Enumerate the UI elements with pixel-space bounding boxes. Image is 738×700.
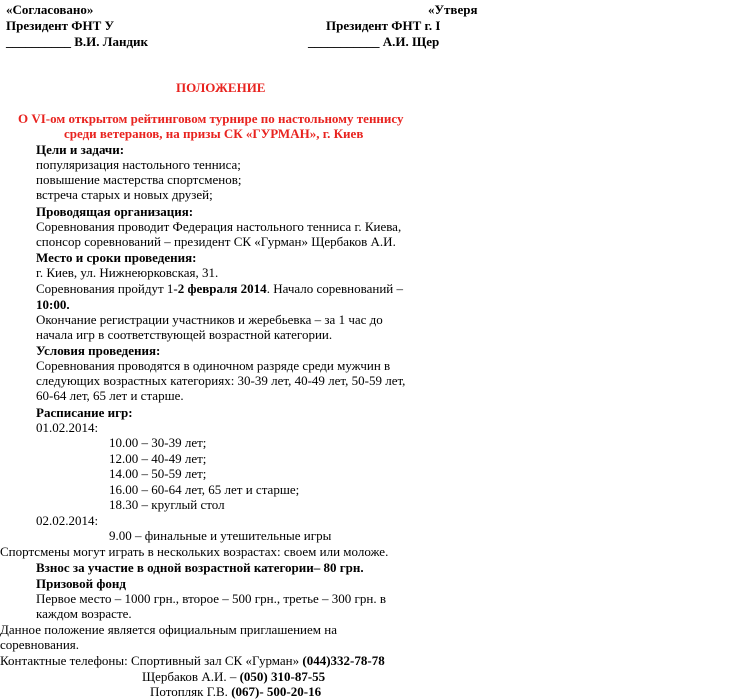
prize-text-line2: каждом возрасте. — [36, 606, 132, 621]
place-start-time: 10:00. — [36, 297, 70, 312]
contact-person-2 — [150, 684, 321, 700]
goals-item: повышение мастерства спортсменов; — [36, 172, 242, 187]
prize-text-line1: Первое место – 1000 грн., второе – 500 грн., третье – 300 грн. в — [36, 591, 386, 606]
document-title: ПОЛОЖЕНИЕ — [176, 80, 266, 95]
contacts-line — [0, 653, 385, 669]
schedule-item: 18.30 – круглый стол — [109, 497, 225, 512]
place-registration-line1: Окончание регистрации участников и жеребьевка – за 1 час до — [36, 312, 383, 327]
place-dates-suffix: . Начало соревнований – — [266, 281, 403, 296]
prize-heading: Призовой фонд — [36, 576, 126, 591]
place-dates-prefix: Соревнования пройдут 1- — [36, 281, 178, 296]
approval-left-signature: __________ В.И. Ландик — [6, 34, 149, 49]
schedule-item: 14.00 – 50-59 лет; — [109, 466, 207, 481]
schedule-day2: 02.02.2014: — [36, 513, 99, 528]
schedule-item: 12.00 – 40-49 лет; — [109, 451, 207, 466]
approval-left-position: Президент ФНТ У — [6, 18, 115, 33]
contact-person-1-phone: (050) 310-87-55 — [239, 669, 326, 684]
organizer-text-line1: Соревнования проводит Федерация настольного тенниса г. Киева, — [36, 219, 402, 234]
contact-person-1 — [142, 669, 325, 685]
schedule-item: 16.00 – 60-64 лет, 65 лет и старше; — [109, 482, 300, 497]
document-subtitle-line2: среди ветеранов, на призы СК «ГУРМАН», г. Киев — [64, 126, 364, 141]
approval-right-label: «Утверя — [428, 2, 478, 17]
conditions-heading: Условия проведения: — [36, 343, 161, 358]
place-address: г. Киев, ул. Нижнеюрковская, 31. — [36, 265, 219, 280]
organizer-text-line2: спонсор соревнований – президент СК «Гурман» Щербаков А.И. — [36, 234, 396, 249]
place-registration-line2: начала игр в соответствующей возрастной категории. — [36, 327, 333, 342]
contacts-label: Контактные телефоны: Спортивный зал СК «Гурман» — [0, 653, 303, 668]
document-subtitle-line1: О VI-ом открытом рейтинговом турнире по настольному теннису — [18, 111, 404, 126]
approval-right-position: Президент ФНТ г. I — [326, 18, 441, 33]
schedule-day1: 01.02.2014: — [36, 420, 99, 435]
conditions-text-line1: Соревнования проводятся в одиночном разряде среди мужчин в — [36, 358, 391, 373]
place-heading: Место и сроки проведения: — [36, 250, 197, 265]
organizer-heading: Проводящая организация: — [36, 204, 194, 219]
approval-left-label: «Согласовано» — [6, 2, 94, 17]
place-dates — [36, 281, 403, 297]
hall-phone: (044)332-78-78 — [302, 653, 385, 668]
invitation-line1: Данное положение является официальным приглашением на — [0, 622, 337, 637]
place-dates-bold: 2 февраля 2014 — [177, 281, 267, 296]
conditions-text-line3: 60-64 лет, 65 лет и старше. — [36, 388, 184, 403]
schedule-heading: Расписание игр: — [36, 405, 133, 420]
contact-person-2-phone: (067)- 500-20-16 — [231, 684, 322, 699]
goals-item: популяризация настольного тенниса; — [36, 157, 241, 172]
schedule-item: 10.00 – 30-39 лет; — [109, 435, 207, 450]
contact-person-2-name: Потопляк Г.В. — [150, 684, 232, 699]
schedule-item: 9.00 – финальные и утешительные игры — [109, 528, 332, 543]
approval-right-signature: ___________ А.И. Щер — [308, 34, 440, 49]
goals-heading: Цели и задачи: — [36, 142, 125, 157]
invitation-line2: соревнования. — [0, 637, 80, 652]
entry-fee: Взнос за участие в одной возрастной категории– 80 грн. — [36, 560, 364, 575]
goals-item: встреча старых и новых друзей; — [36, 187, 213, 202]
age-note: Спортсмены могут играть в нескольких возрастах: своем или моложе. — [0, 544, 389, 559]
contact-person-1-name: Щербаков А.И. – — [142, 669, 240, 684]
conditions-text-line2: следующих возрастных категориях: 30-39 лет, 40-49 лет, 50-59 лет, — [36, 373, 406, 388]
